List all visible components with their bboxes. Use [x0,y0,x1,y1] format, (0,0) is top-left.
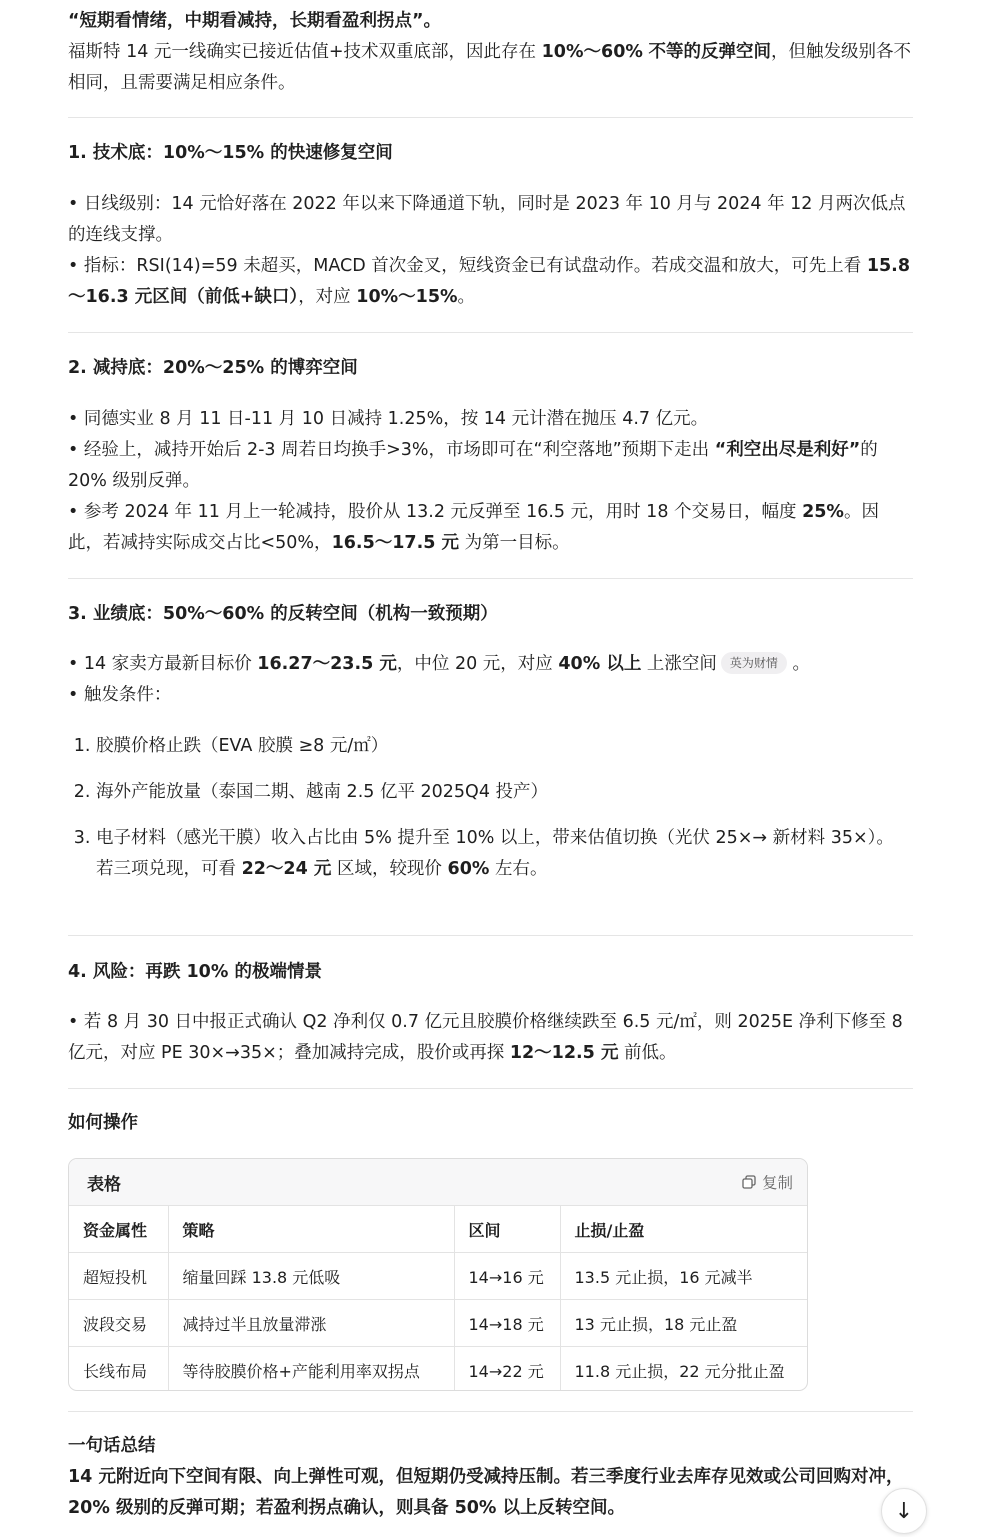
column-header: 资金属性 [69,1206,168,1253]
bullet-experience: • 经验上，减持开始后 2-3 周若日均换手>3%，市场即可在“利空落地”预期下走出 “利空出尽是利好”的 20% 级别反弹。 [68,440,878,491]
divider [68,1411,913,1412]
section-heading-risk: 4. 风险：再跌 10% 的极端情景 [68,962,322,982]
table-cell: 波段交易 [69,1300,168,1347]
bullet-reference: • 参考 2024 年 11 月上一轮减持，股价从 13.2 元反弹至 16.5 元，用时 18 个交易日，幅度 25%。因此，若减持实际成交占比<50%，16.5～17.5 元 为第一目标。 [68,502,879,553]
table-cell: 超短投机 [69,1253,168,1300]
divider [68,578,913,579]
section-heading-reduction: 2. 减持底：20%～25% 的博弈空间 [68,358,358,378]
divider [68,935,913,936]
divider [68,1088,913,1089]
list-item: 1. 胶膜价格止跌（EVA 胶膜 ≥8 元/㎡） [96,731,913,762]
copy-icon [742,1175,756,1189]
strategy-table-card [68,1158,808,1391]
section-heading-technical: 1. 技术底：10%～15% 的快速修复空间 [68,143,393,163]
scroll-to-bottom-button[interactable] [881,1488,927,1534]
column-header: 区间 [454,1206,560,1253]
bullet-indicators: • 指标：RSI(14)=59 未超买，MACD 首次金叉，短线资金已有试盘动作。若成交温和放大，可先上看 15.8～16.3 元区间（前低+缺口），对应 10%～15%。 [68,256,910,307]
table-cell: 11.8 元止损，22 元分批止盈 [574,1361,785,1381]
bullet-risk: • 若 8 月 30 日中报正式确认 Q2 净利仅 0.7 亿元且胶膜价格继续跌至 6.5 元/㎡，则 2025E 净利下修至 8 亿元，对应 PE 30×→35×；叠加减持完成，股价或再探 12～12.5 元 前低。 [68,1012,903,1063]
section-heading-operation: 如何操作 [68,1113,138,1133]
trigger-list [68,731,913,885]
intro-paragraph: 福斯特 14 元一线确实已接近估值+技术双重底部，因此存在 10%～60% 不等的反弹空间，但触发级别各不相同，且需要满足相应条件。 [68,42,911,93]
table-row [69,1253,807,1300]
table-cell: 等待胶膜价格+产能利用率双拐点 [168,1347,454,1392]
table-header-row [69,1206,807,1253]
table-cell: 14→18 元 [454,1300,560,1347]
list-item: 2. 海外产能放量（泰国二期、越南 2.5 亿平 2025Q4 投产） [96,777,913,808]
section-heading-earnings: 3. 业绩底：50%～60% 的反转空间（机构一致预期） [68,604,498,624]
divider [68,332,913,333]
table-cell: 减持过半且放量滞涨 [168,1300,454,1347]
copy-label: 复制 [761,1174,793,1192]
table-header-bar [69,1159,807,1206]
source-citation-tag[interactable]: 英为财情 [721,652,787,674]
bullet-tongde: • 同德实业 8 月 11 日-11 月 10 日减持 1.25%，按 14 元计潜在抛压 4.7 亿元。 [68,409,709,429]
summary-text: 14 元附近向下空间有限、向上弹性可观，但短期仍受减持压制。若三季度行业去库存见效或公司回购对冲，20% 级别的反弹可期；若盈利拐点确认，则具备 50% 以上反转空间。 [68,1467,904,1518]
table-cell: 长线布局 [69,1347,168,1392]
table-cell: 13 元止损，18 元止盈 [560,1300,807,1347]
bullet-daily: • 日线级别：14 元恰好落在 2022 年以来下降通道下轨，同时是 2023 年 10 月与 2024 年 12 月两次低点的连线支撑。 [68,194,906,245]
intro-quote: “短期看情绪，中期看减持，长期看盈利拐点”。 [68,11,442,31]
table-row [69,1347,807,1392]
table-cell: 13.5 元止损，16 元减半 [560,1253,807,1300]
arrow-down-icon: ↓ [894,1498,914,1524]
table-cell: 14→16 元 [454,1253,560,1300]
table-cell: 14→22 元 [454,1347,560,1392]
bullet-trigger: • 触发条件： [68,685,172,705]
column-header: 策略 [168,1206,454,1253]
list-item: 3. 电子材料（感光干膜）收入占比由 5% 提升至 10% 以上，带来估值切换（光伏 25×→ 新材料 35×）。 若三项兑现，可看 22～24 元 区域，较现价 60% 左右。 [96,823,913,885]
table-row [69,1300,807,1347]
divider [68,117,913,118]
table-title: 表格 [87,1174,121,1195]
bullet-target-price: • 14 家卖方最新目标价 16.27～23.5 元，中位 20 元，对应 40% 以上 上涨空间 英为财情 。 [68,654,811,674]
column-header: 止损/止盈 [560,1206,807,1253]
strategy-table [69,1206,807,1391]
table-cell: 缩量回踩 13.8 元低吸 [168,1253,454,1300]
copy-button[interactable] [742,1171,793,1193]
summary-heading: 一句话总结 [68,1436,156,1456]
